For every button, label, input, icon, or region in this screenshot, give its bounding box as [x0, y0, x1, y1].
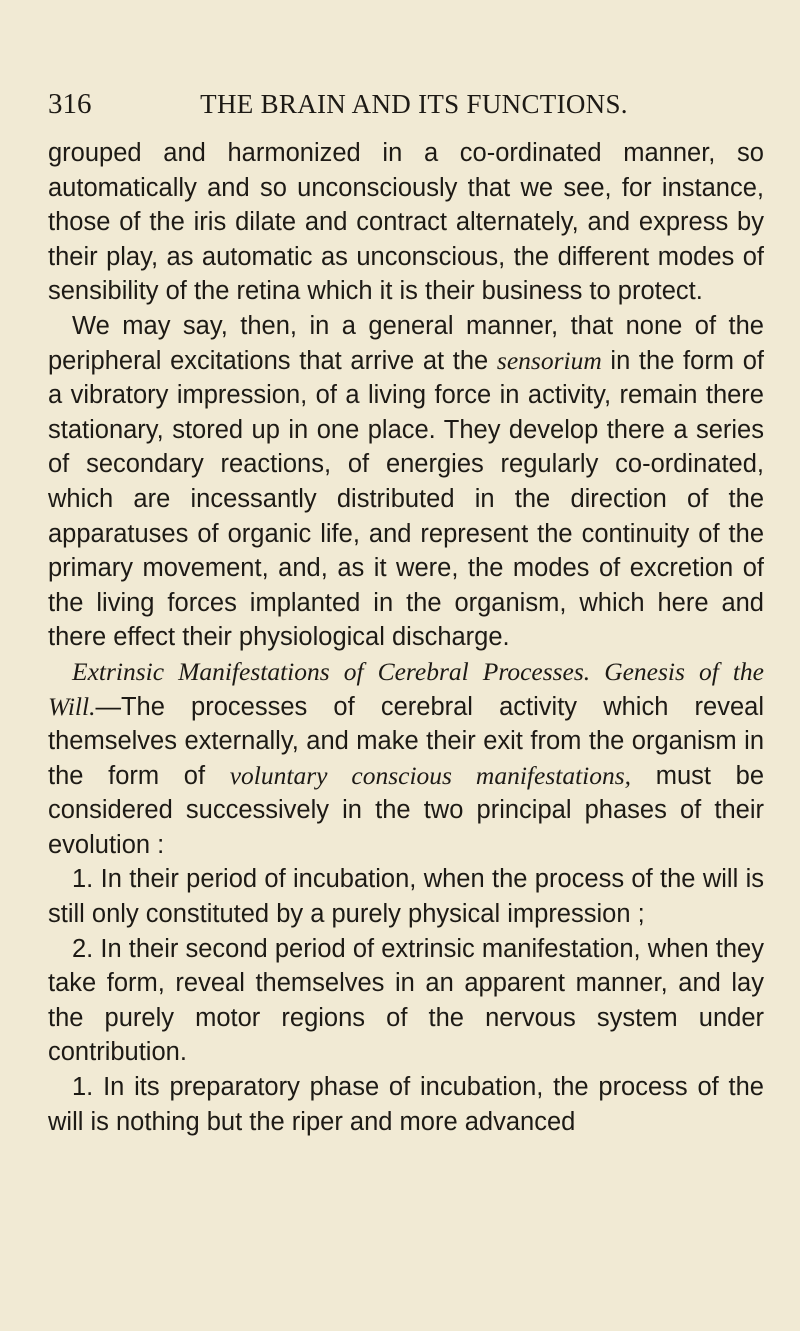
running-head: THE BRAIN AND ITS FUNCTIONS. — [200, 89, 628, 119]
paragraph-5: 2. In their second period of extrinsic manifestation, when they take form, reveal themselves in an apparent manner, and lay the purely motor regions of the nervous system under contribution. — [48, 934, 764, 1067]
paragraph-2-rest: in the form of a vibratory impression, of a living force in activity, remain there stationary, stored up in one place. They develop there a series of secondary reactions, of energies regularly co-ordinated, which are incessantly distributed in the direction of the apparatuses of organic life, and represent the continuity of the primary movement, and, as it were, the modes of excretion of the living forces implanted in the organism, which here and there effect their physiological discharge. — [48, 346, 764, 652]
paragraph-2 — [48, 309, 764, 655]
page-header — [48, 88, 764, 128]
paragraph-3-start: —The processes of cerebral activity which reveal themselves externally, and make their exit from the organism in the form of — [48, 692, 764, 790]
voluntary-conscious-italic: voluntary conscious manifestations, — [229, 760, 632, 790]
paragraph-4: 1. In their period of incubation, when the process of the will is still only constituted by a purely physical impression ; — [48, 865, 764, 929]
sensorium-italic: sensorium — [496, 345, 602, 375]
paragraph-3-rest: must be considered successively in the two principal phases of their evolution : — [48, 761, 764, 859]
page-number: 316 — [48, 88, 92, 120]
section-heading: Extrinsic Manifestations of Cerebral Processes. Genesis of the Will. — [48, 656, 764, 721]
book-page — [48, 88, 764, 1139]
paragraph-6: 1. In its preparatory phase of incubation, the process of the will is nothing but the riper and more advanced — [48, 1073, 764, 1136]
paragraph-3 — [48, 655, 764, 863]
paragraph-2-start: We may say, then, in a general manner, that none of the peripheral excitations that arrive at the — [48, 311, 764, 375]
paragraph-1: grouped and harmonized in a co-ordinated manner, so automatically and so unconsciously that we see, for instance, those of the iris dilate and contract alternately, and express by their play, as automatic as unconscious, the different modes of sensibility of the retina which it is their business to protect. — [48, 139, 764, 306]
body-text — [48, 136, 764, 1139]
